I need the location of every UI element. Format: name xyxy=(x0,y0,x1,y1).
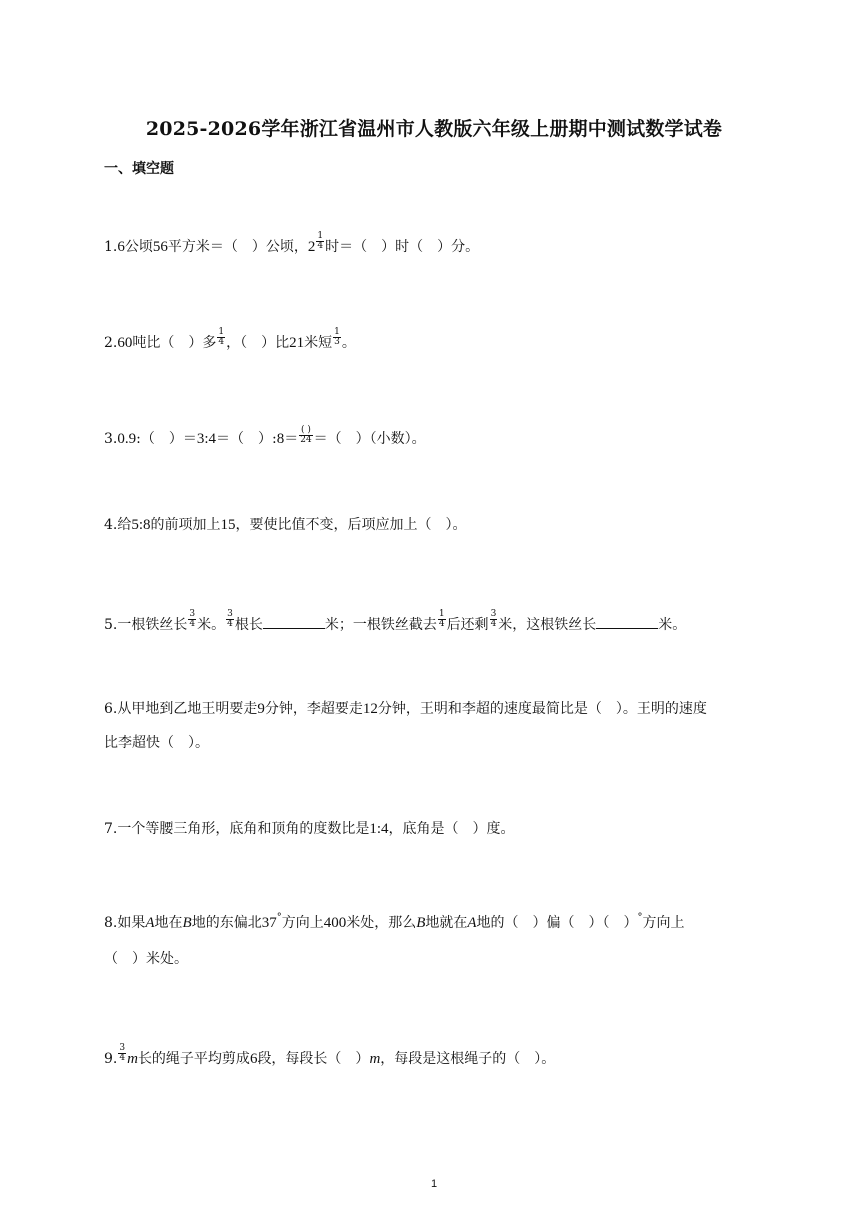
degree-sign: ° xyxy=(276,912,282,923)
fraction: $\frac{1}{4}$ xyxy=(317,230,324,251)
fraction: $\frac{3}{4}$ xyxy=(490,608,497,629)
degree-sign: ° xyxy=(637,912,643,923)
fraction: $\frac{3}{4}$ xyxy=(189,608,196,629)
question-9: 9. $\frac{3}{4}$ m长的绳子平均剪成6段，每段长（ ）m，每段是这根绳子的（ ）。 xyxy=(104,1042,556,1067)
page-number: 1 xyxy=(430,1178,438,1190)
fraction: $\frac{3}{4}$ xyxy=(119,1042,126,1063)
question-7: 7.一个等腰三角形，底角和顶角的度数比是1:4，底角是（ ）度。 xyxy=(104,821,515,837)
answer-blank xyxy=(596,614,658,629)
fraction: $\frac{( )}{24}$ xyxy=(300,424,312,445)
question-4: 4.给5:8的前项加上15，要使比值不变，后项应加上（ ）。 xyxy=(104,517,467,533)
section-heading-fill-in-blank: 一、填空题 xyxy=(104,161,174,177)
question-3: 3.0.9:（ ）＝3:4＝（ ）:8＝ $\frac{( )}{24}$ ＝（ ）（小数）。 xyxy=(104,424,426,447)
question-6: 6.从甲地到乙地王明要走9分钟，李超要走12分钟，王明和李超的速度最简比是（ ）。王明的速度 比李超快（ ）。 xyxy=(104,701,707,751)
fraction: $\frac{1}{3}$ xyxy=(334,326,340,347)
question-2: 2.60吨比（ ）多 $\frac{1}{4}$ ，（ ）比21米短 $\frac{1}{3}$ 。 xyxy=(104,326,356,351)
fraction: $\frac{3}{4}$ xyxy=(227,608,233,629)
fraction: $\frac{1}{4}$ xyxy=(218,326,225,347)
exam-title: 2025-2026学年浙江省温州市人教版六年级上册期中测试数学试卷 xyxy=(145,118,723,140)
question-5: 5.一根铁丝长 $\frac{3}{4}$ 米。 $\frac{3}{4}$ 根长 米；一根铁丝截去 $\frac{1}{4}$ 后还剩 $\frac{3}{4}$ 米，这根铁丝长 米。 xyxy=(104,608,687,633)
question-8: 8.如果A地在B地的东偏北37°方向上400米处，那么B地就在A地的（ ）偏（ ）（ ）°方向上 （ ）米处。 xyxy=(104,912,685,967)
mixed-number-whole: 2 xyxy=(307,239,316,255)
answer-blank xyxy=(263,614,325,629)
fraction: $\frac{1}{4}$ xyxy=(438,608,445,629)
question-1: 1.6公顷56平方米＝（ ）公顷，2 $\frac{1}{4}$ 时＝（ ）时（ ）分。 xyxy=(104,230,480,255)
